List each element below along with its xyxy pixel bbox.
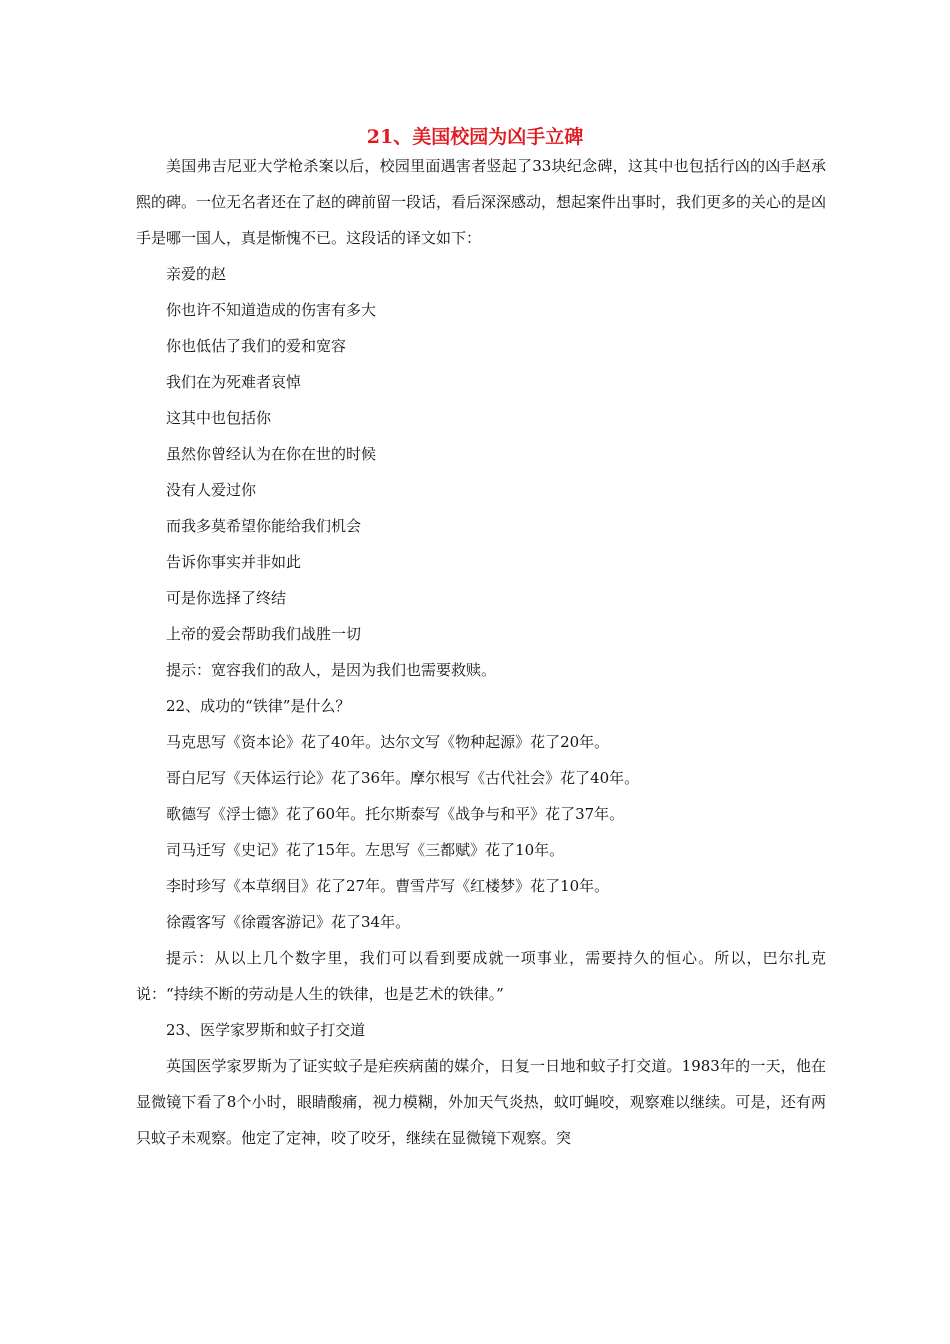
- paragraph: 提示：宽容我们的敌人，是因为我们也需要救赎。: [166, 661, 497, 679]
- paragraph: 你也许不知道造成的伤害有多大: [166, 301, 377, 319]
- paragraph: 歌德写《浮士德》花了60年。托尔斯泰写《战争与和平》花了37年。: [166, 805, 625, 823]
- paragraph: 提示：从以上几个数字里，我们可以看到要成就一项事业，需要持久的恒心。所以，巴尔扎克说：“持续不断的劳动是人生的铁律，也是艺术的铁律。”: [136, 949, 826, 1003]
- paragraph: 而我多莫希望你能给我们机会: [166, 517, 362, 535]
- paragraph: 亲爱的赵: [166, 265, 227, 283]
- paragraph: 司马迁写《史记》花了15年。左思写《三都赋》花了10年。: [166, 841, 565, 859]
- paragraph: 李时珍写《本草纲目》花了27年。曹雪芹写《红楼梦》花了10年。: [166, 877, 610, 895]
- document-title: 21、美国校园为凶手立碑: [366, 126, 584, 148]
- paragraph: 哥白尼写《天体运行论》花了36年。摩尔根写《古代社会》花了40年。: [166, 769, 640, 787]
- section-heading: 23、医学家罗斯和蚊子打交道: [166, 1021, 366, 1039]
- paragraph: 美国弗吉尼亚大学枪杀案以后，校园里面遇害者竖起了33块纪念碑，这其中也包括行凶的凶手赵承熙的碑。一位无名者还在了赵的碑前留一段话，看后深深感动，想起案件出事时，我们更多的关心的是凶手是哪一国人，真是惭愧不已。这段话的译文如下：: [136, 157, 827, 247]
- paragraph: 你也低估了我们的爱和宽容: [166, 337, 347, 355]
- paragraph: 徐霞客写《徐霞客游记》花了34年。: [166, 913, 411, 931]
- paragraph: 告诉你事实并非如此: [166, 553, 302, 571]
- paragraph: 可是你选择了终结: [166, 589, 287, 607]
- paragraph: 英国医学家罗斯为了证实蚊子是疟疾病菌的媒介，日复一日地和蚊子打交道。1983年的一天，他在显微镜下看了8个小时，眼睛酸痛，视力模糊，外加天气炎热，蚊叮蝇咬，观察难以继续。可是，还有两只蚊子未观察。他定了定神，咬了咬牙，继续在显微镜下观察。突: [136, 1057, 826, 1147]
- paragraph: 没有人爱过你: [166, 481, 257, 499]
- section-heading: 22、成功的“铁律”是什么？: [166, 697, 351, 715]
- paragraph: 马克思写《资本论》花了40年。达尔文写《物种起源》花了20年。: [166, 733, 610, 751]
- document-body: [136, 148, 826, 1156]
- paragraph: 这其中也包括你: [166, 409, 272, 427]
- paragraph: 上帝的爱会帮助我们战胜一切: [166, 625, 362, 643]
- paragraph: 虽然你曾经认为在你在世的时候: [166, 445, 377, 463]
- paragraph: 我们在为死难者哀悼: [166, 373, 302, 391]
